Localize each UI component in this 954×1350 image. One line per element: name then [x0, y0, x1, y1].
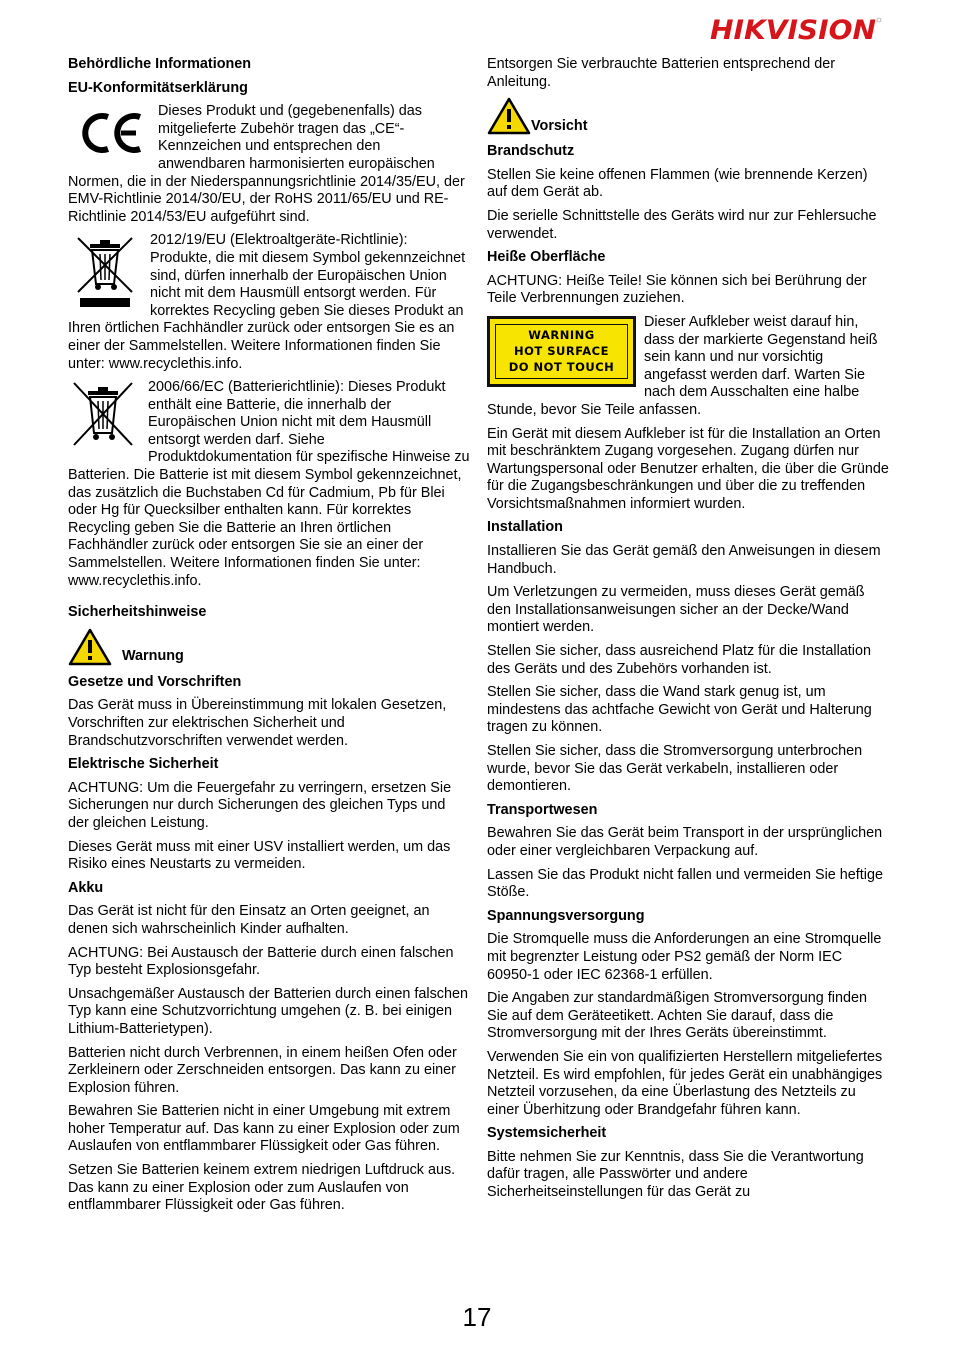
heading-transport: Transportwesen [487, 801, 598, 818]
warning-line [68, 628, 470, 666]
left-column [68, 56, 470, 1221]
caution-triangle-icon [487, 97, 531, 135]
install-text-5: Stellen Sie sicher, dass die Stromversorgung unterbrochen wurde, bevor Sie das Gerät verkabeln, installieren oder demontieren. [487, 743, 863, 795]
heading-laws: Gesetze und Vorschriften [68, 673, 242, 690]
battery-text-6: Setzen Sie Batterien keinem extrem niedrigen Luftdruck aus. Das kann zu einer Explosion oder zum Auslaufen von entflammbarer Flüssigkeit oder Gas führen. [68, 1162, 456, 1214]
heading-power-supply: Spannungsversorgung [487, 907, 645, 924]
sticker-line-hot-surface: HOT SURFACE [514, 344, 609, 359]
heading-installation: Installation [487, 519, 563, 536]
hot-text-2: Ein Gerät mit diesem Aufkleber ist für die Installation an Orten mit beschränktem Zugang vorgesehen. Zugang dürfen nur Wartungspersonal oder Benutzer erhalten, die über die Gründe für die Zugangsbeschränkungen und über die zu treffenden Vorsichtsmaßnahmen informiert wurden. [487, 425, 889, 512]
hikvision-logo [708, 14, 882, 44]
power-text-3: Verwenden Sie ein von qualifizierten Herstellern mitgeliefertes Netzteil. Es wird empfohlen, für jedes Gerät ein unabhängiges Netzteil vorzusehen, da eine Überlastung des Netzteils zu einer Überhitzung oder Brandgefahr führen kann. [487, 1048, 883, 1118]
battery-text-5: Bewahren Sie Batterien nicht in einer Umgebung mit extrem hoher Temperatur auf. Das kann zu einer Explosion oder zum Auslaufen von entflammbarer Flüssigkeit oder Gas führen. [68, 1103, 460, 1155]
weee-bin-icon [70, 234, 140, 310]
transport-text-1: Bewahren Sie das Gerät beim Transport in der ursprünglichen oder einer vergleichbaren Verpackung auf. [487, 825, 883, 859]
electrical-text-1: ACHTUNG: Um die Feuergefahr zu verringern, ersetzen Sie Sicherungen nur durch Sicherungen des gleichen Typs und der gleichen Leistung. [68, 779, 452, 831]
ce-section [68, 103, 470, 232]
heading-system-security: Systemsicherheit [487, 1125, 607, 1142]
install-text-3: Stellen Sie sicher, dass ausreichend Platz für die Installation des Geräts und des Zubehörs vorhanden ist. [487, 643, 871, 677]
weee-text: 2012/19/EU (Elektroaltgeräte-Richtlinie): Produkte, die mit diesem Symbol gekennzeichnet sind, dürfen innerhalb der Europäischen Union nicht mit dem Hausmüll entsorgt werden. Für korrektes Recycling geben Sie dieses Produkt an Ihren örtlichen Fachhändler zurück oder entsorgen Sie es an einer der Sammelstellen. Weitere Informationen finden Sie unter: www.recyclethis.info. [68, 232, 466, 372]
laws-text: Das Gerät muss in Übereinstimmung mit lokalen Gesetzen, Vorschriften zur elektrischen Sicherheit und Brandschutzvorschriften verwendet werden. [68, 697, 447, 749]
battery-directive-text: 2006/66/EC (Batterierichtlinie): Dieses Produkt enthält eine Batterie, die innerhalb der Europäischen Union nicht mit dem Hausmüll entsorgt werden darf. Siehe Produktdokumentation für spezifische Hinweise zu Batterien. Die Batterie ist mit diesem Symbol gekennzeichnet, das zusätzlich die Buchstaben Cd für Cadmium, Pb für Blei oder Hg für Quecksilber enthalten kann. Für korrektes Recycling geben Sie die Batterie an Ihren örtlichen Fachhändler zurück oder entsorgen Sie sie an einer der Sammelstellen. Weitere Informationen finden Sie unter: www.recyclethis.info. [68, 379, 470, 589]
hikvision-logo-mark [708, 14, 882, 44]
install-text-4: Stellen Sie sicher, dass die Wand stark genug ist, um mindestens das achtfache Gewicht von Gerät und Halterung tragen zu können. [487, 684, 872, 736]
power-text-1: Die Stromquelle muss die Anforderungen an eine Stromquelle mit begrenzter Leistung oder PS2 gemäß der Norm IEC 60950-1 oder IEC 62368-1 erfüllen. [487, 931, 882, 983]
warning-label: Warnung [122, 648, 184, 665]
install-text-1: Installieren Sie das Gerät gemäß den Anweisungen in diesem Handbuch. [487, 543, 881, 577]
sticker-line-warning: WARNING [528, 328, 595, 343]
power-text-2: Die Angaben zur standardmäßigen Stromversorgung finden Sie auf dem Geräteetikett. Achten Sie darauf, dass die Stromversorgung mit der Ihres Geräts übereinstimmt. [487, 990, 867, 1042]
warning-triangle-icon [68, 628, 112, 666]
page-number: 17 [462, 1302, 492, 1332]
battery-text-4: Batterien nicht durch Verbrennen, in einem heißen Ofen oder Zerkleinern oder Zerschneiden entsorgen. Das kann zu einer Explosion führen. [68, 1044, 457, 1096]
heading-hot-surface: Heiße Oberfläche [487, 249, 606, 266]
hot-text-1: ACHTUNG: Heiße Teile! Sie können sich bei Berührung der Teile Verbrennungen zuziehen. [487, 272, 867, 307]
heading-battery: Akku [68, 879, 104, 896]
install-text-2: Um Verletzungen zu vermeiden, muss dieses Gerät gemäß den Installationsanweisungen sicher an der Decke/Wand montiert werden. [487, 584, 865, 636]
heading-safety: Sicherheitshinweise [68, 604, 207, 621]
heading-eu-conformity: EU-Konformitätserklärung [68, 79, 248, 96]
hot-sticker-section [487, 314, 889, 426]
right-column [487, 56, 889, 1208]
sticker-text: Dieser Aufkleber weist darauf hin, dass der markierte Gegenstand heiß sein kann und nur vorsichtig angefasst werden darf. Warten Sie nach dem Ausschalten eine halbe Stunde, bevor Sie Teile anfassen. [487, 313, 878, 418]
battery-directive-section [68, 379, 470, 596]
ce-mark-icon [78, 105, 148, 161]
sticker-line-do-not-touch: DO NOT TOUCH [508, 360, 615, 375]
heading-regulatory: Behördliche Informationen [68, 56, 252, 72]
logo-wordmark: HIKVISION [710, 15, 877, 44]
heading-electrical-safety: Elektrische Sicherheit [68, 756, 219, 773]
dispose-text: Entsorgen Sie verbrauchte Batterien entsprechend der Anleitung. [487, 56, 835, 90]
battery-text-3: Unsachgemäßer Austausch der Batterien durch einen falschen Typ kann eine Schutzvorrichtung umgehen (z. B. bei einigen Lithium-Batterietypen). [68, 985, 468, 1037]
caution-label: Vorsicht [531, 117, 588, 134]
heading-fire-protection: Brandschutz [487, 143, 575, 160]
battery-bin-icon [68, 381, 138, 449]
battery-text-1: Das Gerät ist nicht für den Einsatz an Orten geeignet, an denen sich wahrscheinlich Kinder aufhalten. [68, 903, 430, 937]
electrical-text-2: Dieses Gerät muss mit einer USV installiert werden, um das Risiko eines Neustarts zu vermeiden. [68, 838, 451, 873]
transport-text-2: Lassen Sie das Produkt nicht fallen und vermeiden Sie heftige Stöße. [487, 866, 883, 901]
hot-surface-sticker [487, 316, 636, 387]
weee-section [68, 232, 470, 379]
ce-text: Dieses Produkt und (gegebenenfalls) das mitgelieferte Zubehör tragen das „CE“-Kennzeichen und entsprechen den anwendbaren harmonisierten europäischen Normen, die in der Niederspannungsrichtlinie 2014/35/EU, der EMV-Richtlinie 2014/30/EU, der RoHS 2011/65/EU und RE-Richtlinie 2014/53/EU aufgeführt sind. [68, 103, 465, 225]
fire-text-1: Stellen Sie keine offenen Flammen (wie brennende Kerzen) auf dem Gerät ab. [487, 166, 868, 201]
fire-text-2: Die serielle Schnittstelle des Geräts wird nur zur Fehlersuche verwendet. [487, 207, 877, 242]
system-text-1: Bitte nehmen Sie zur Kenntnis, dass Sie die Verantwortung dafür tragen, alle Passwörter und andere Sicherheitseinstellungen für das Gerät zu [487, 1148, 864, 1201]
battery-text-2: ACHTUNG: Bei Austausch der Batterie durch einen falschen Typ besteht Explosionsgefahr. [68, 944, 454, 979]
caution-line [487, 97, 889, 135]
